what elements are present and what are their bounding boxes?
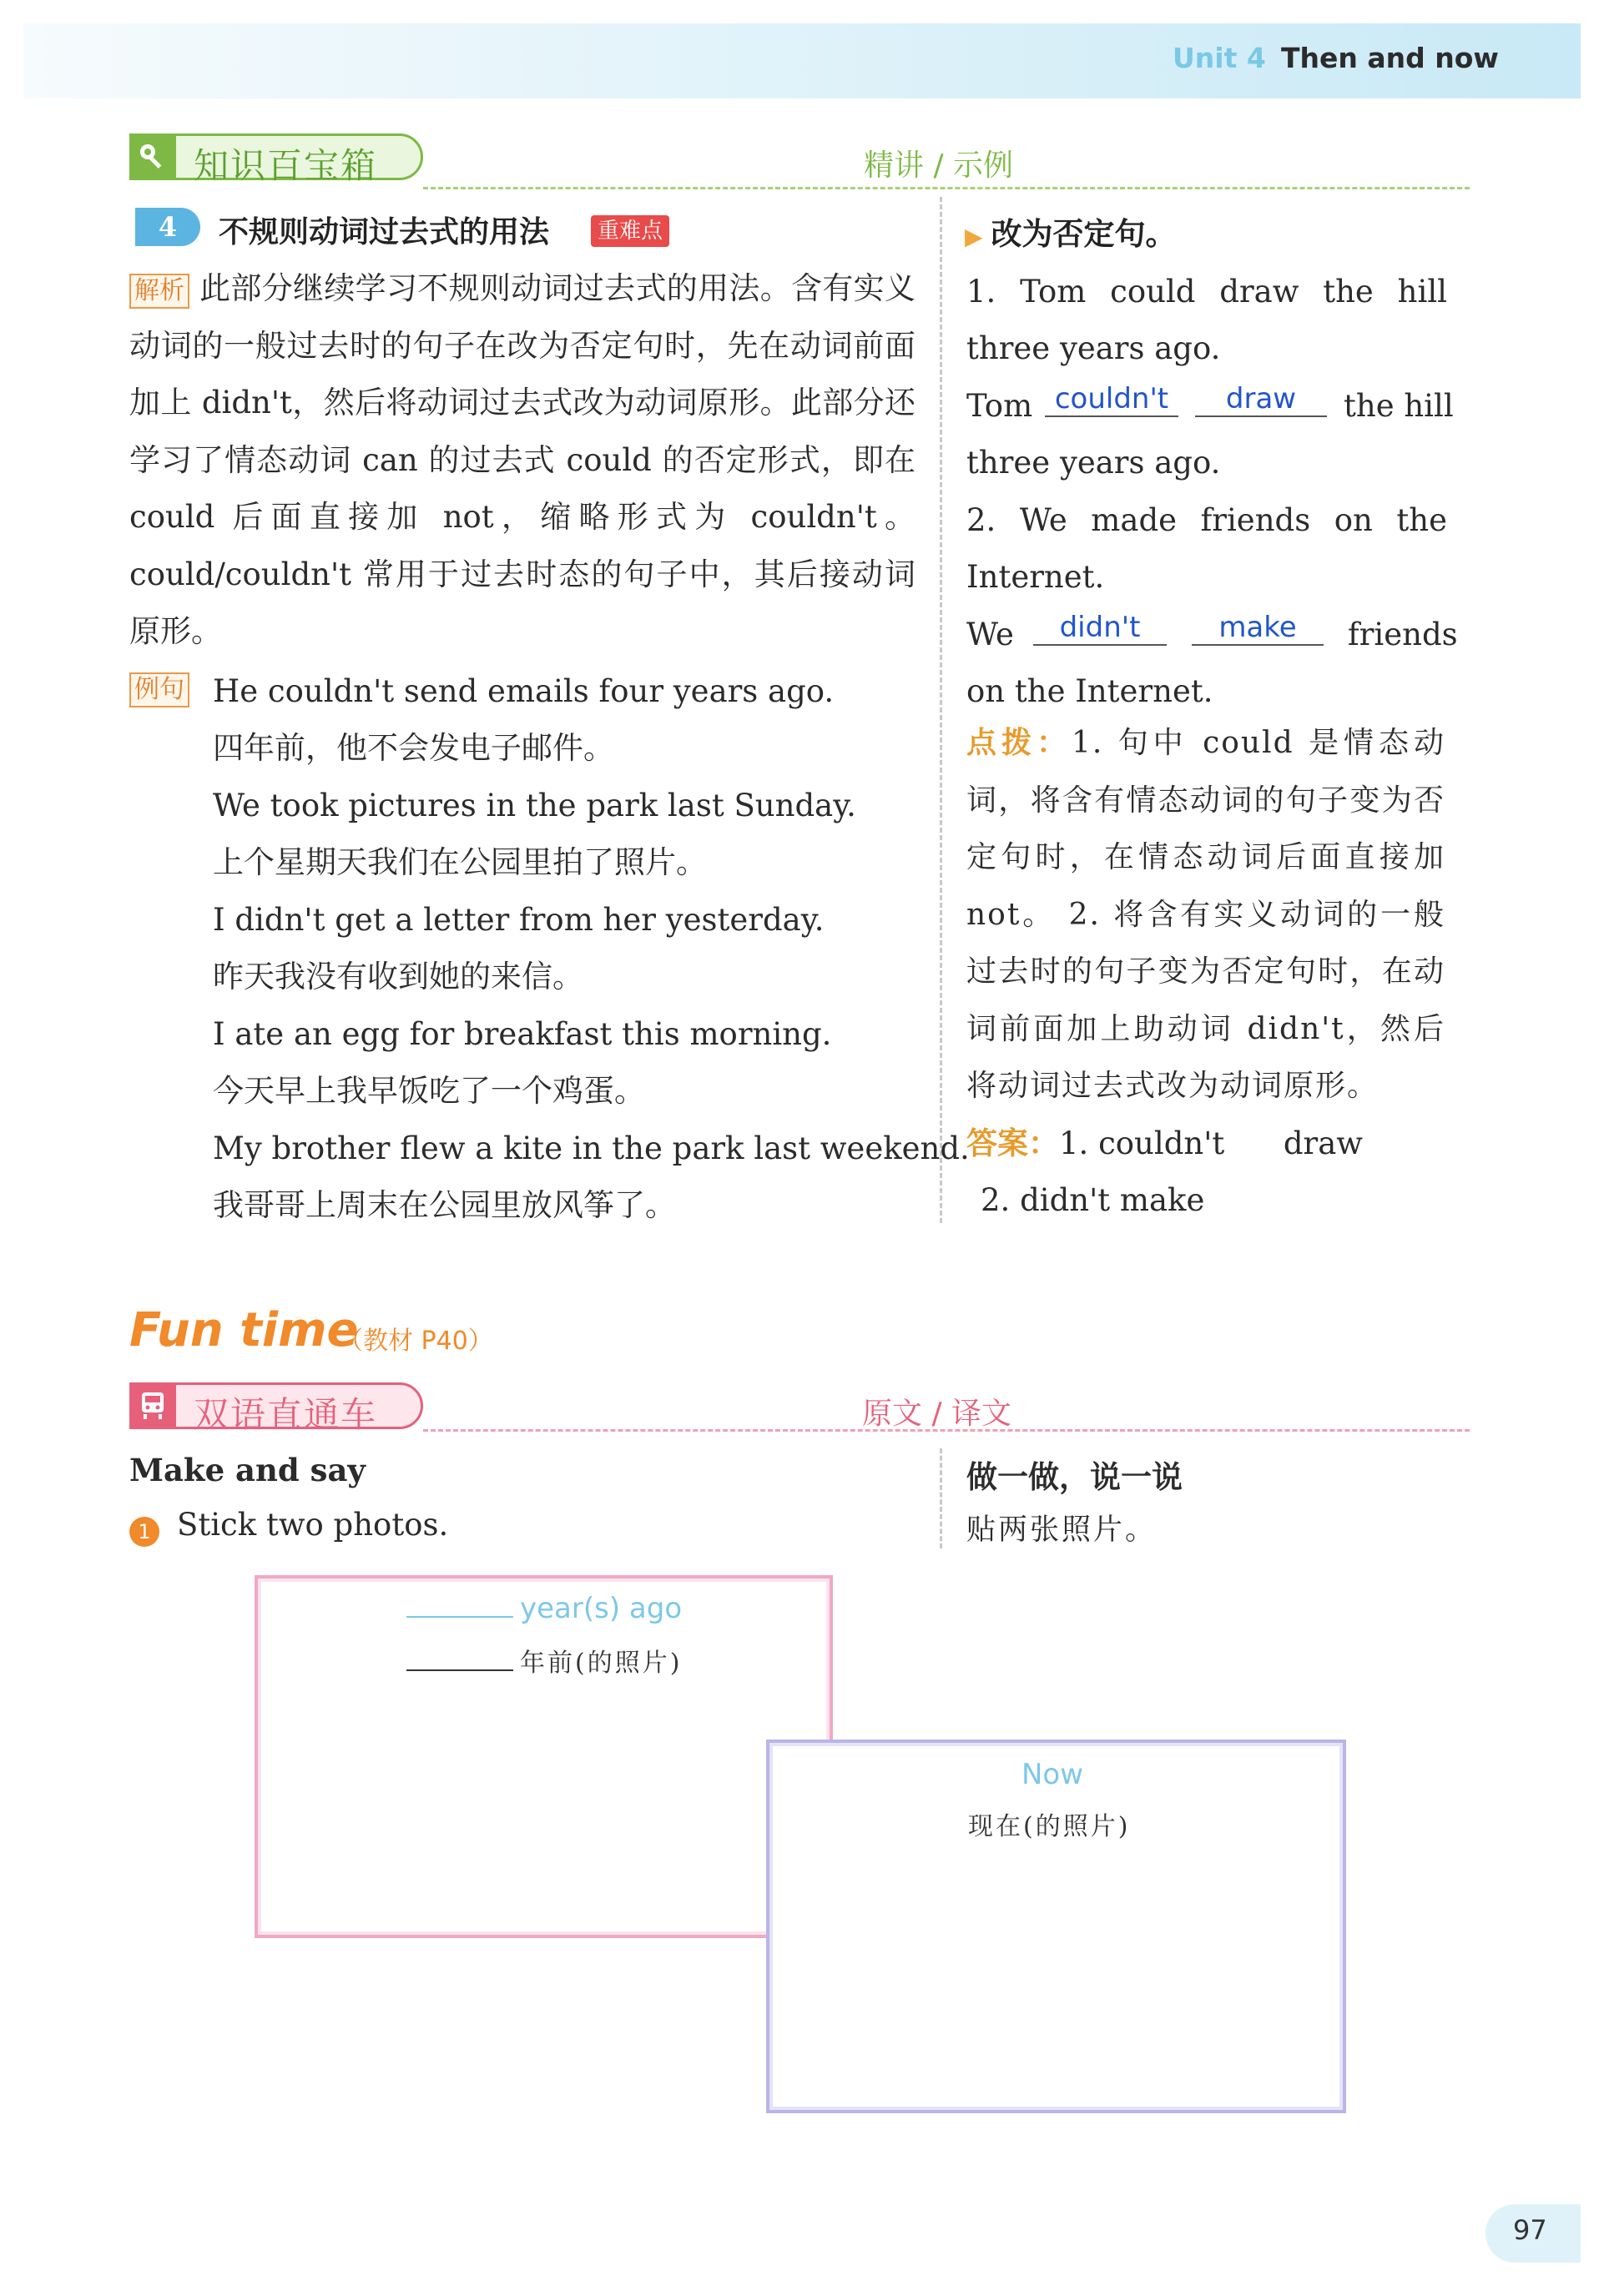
fun-time-title: Fun time [129, 1303, 359, 1357]
example-line: He couldn't send emails four years ago. [213, 673, 835, 709]
q2-blank1: didn't [1033, 611, 1167, 646]
past-photo-cn-blank [406, 1669, 513, 1671]
bilingual-divider [423, 1429, 1470, 1432]
chinese-title: 做一做，说一说 [966, 1459, 1183, 1495]
q1-answer-line2: three years ago. [966, 445, 1221, 481]
exercise-heading [965, 209, 1177, 254]
example-label: 例句 [129, 672, 189, 707]
tip-label: 点拨： [966, 726, 1072, 760]
point-number-badge: 4 [135, 208, 200, 246]
past-photo-cn-text: 年前(的照片) [520, 1649, 683, 1678]
tip-block [966, 715, 1445, 1115]
bilingual-tag-label: 双语直通车 [194, 1394, 378, 1435]
knowledge-divider [423, 187, 1470, 189]
q2-answer-prefix: We [966, 617, 1014, 652]
column-divider [940, 197, 942, 1223]
answer-label: 答案： [966, 1125, 1059, 1161]
example-label-wrap [129, 672, 189, 707]
bilingual-tag [129, 1382, 423, 1435]
example-line: I didn't get a letter from her yesterday. [213, 902, 825, 938]
exercise-heading-text: 改为否定句。 [991, 216, 1177, 252]
q2-answer-line2: on the Internet. [966, 673, 1213, 709]
example-line: 今天早上我早饭吃了一个鸡蛋。 [213, 1073, 645, 1109]
q1-answer-prefix: Tom [966, 388, 1033, 424]
example-line: We took pictures in the park last Sunday. [213, 788, 856, 823]
past-photo-blank [406, 1616, 513, 1618]
difficulty-badge: 重难点 [591, 215, 669, 247]
example-line: 昨天我没有收到她的来信。 [213, 959, 583, 994]
q1-blank2: draw [1195, 382, 1327, 417]
q2-blank2: make [1192, 611, 1324, 646]
now-photo-cn: 现在(的照片) [968, 1812, 1131, 1841]
textbook-reference: （教材 P40） [338, 1327, 493, 1356]
answer-text: 1. couldn't draw [1059, 1125, 1363, 1161]
train-icon [129, 1382, 176, 1429]
chinese-step-text: 贴两张照片。 [966, 1513, 1158, 1547]
triangle-arrow-icon: ▶ [965, 223, 983, 250]
page-number: 97 [1513, 2214, 1547, 2246]
tip-text: 1. 句中 could 是情态动词，将含有情态动词的句子变为否定句时，在情态动词后面直接加 not。 2. 将含有实义动词的一般过去时的句子变为否定句时，在动词前面加上助动词 didn't，然后将动词过去式改为动词原形。 [966, 726, 1445, 1103]
q2-text: 2. We made friends on the [966, 502, 1447, 538]
example-line: 四年前，他不会发电子邮件。 [213, 730, 614, 766]
knowledge-tag-label: 知识百宝箱 [194, 145, 378, 186]
key-icon [129, 133, 176, 180]
step-number-badge: 1 [129, 1517, 159, 1547]
past-photo-label [406, 1592, 682, 1625]
column-divider-2 [940, 1448, 942, 1548]
step-text: Stick two photos. [177, 1507, 449, 1543]
q1-line1 [966, 264, 1447, 321]
example-line: 我哥哥上周末在公园里放风筝了。 [213, 1187, 676, 1223]
now-photo-label: Now [1021, 1758, 1084, 1791]
analysis-label: 解析 [129, 274, 189, 309]
example-line: I ate an egg for breakfast this morning. [213, 1016, 832, 1052]
example-line: My brother flew a kite in the park last weekend. [213, 1130, 970, 1166]
bilingual-side-label: 原文 / 译文 [862, 1397, 1012, 1431]
past-photo-frame[interactable] [255, 1575, 833, 1938]
q1-answer-suffix: the hill [1344, 388, 1454, 424]
point-title: 不规则动词过去式的用法 [219, 215, 550, 249]
answer-line2: 2. didn't make [981, 1182, 1205, 1218]
knowledge-side-label: 精讲 / 示例 [864, 149, 1014, 183]
analysis-block [129, 260, 915, 661]
q2-answer-suffix: friends [1348, 617, 1458, 652]
q2-line2: Internet. [966, 559, 1105, 595]
q2-line1 [966, 492, 1447, 550]
past-photo-label-text: year(s) ago [520, 1592, 683, 1625]
now-photo-frame[interactable] [766, 1740, 1346, 2113]
analysis-text: 此部分继续学习不规则动词过去式的用法。含有实义动词的一般过去时的句子在改为否定句时，先在动词前面加上 didn't，然后将动词过去式改为动词原形。此部分还学习了情态动词 can 的过去式 could 的否定形式，即在 could 后面直接加 not，缩略形式为 couldn't。could/couldn't 常用于过去时态的句子中，其后接动词原形。 [129, 270, 915, 649]
past-photo-cn [406, 1642, 682, 1679]
q1-line2: three years ago. [966, 330, 1221, 366]
answer-line1 [966, 1115, 1363, 1173]
q1-blank1: couldn't [1045, 382, 1178, 417]
make-and-say-title: Make and say [129, 1452, 366, 1488]
unit-label: Unit 4 [1173, 42, 1266, 74]
example-line: 上个星期天我们在公园里拍了照片。 [213, 844, 707, 880]
q1-text: 1. Tom could draw the hill [966, 274, 1447, 310]
unit-title: Then and now [1281, 42, 1499, 74]
knowledge-tag [129, 133, 423, 186]
